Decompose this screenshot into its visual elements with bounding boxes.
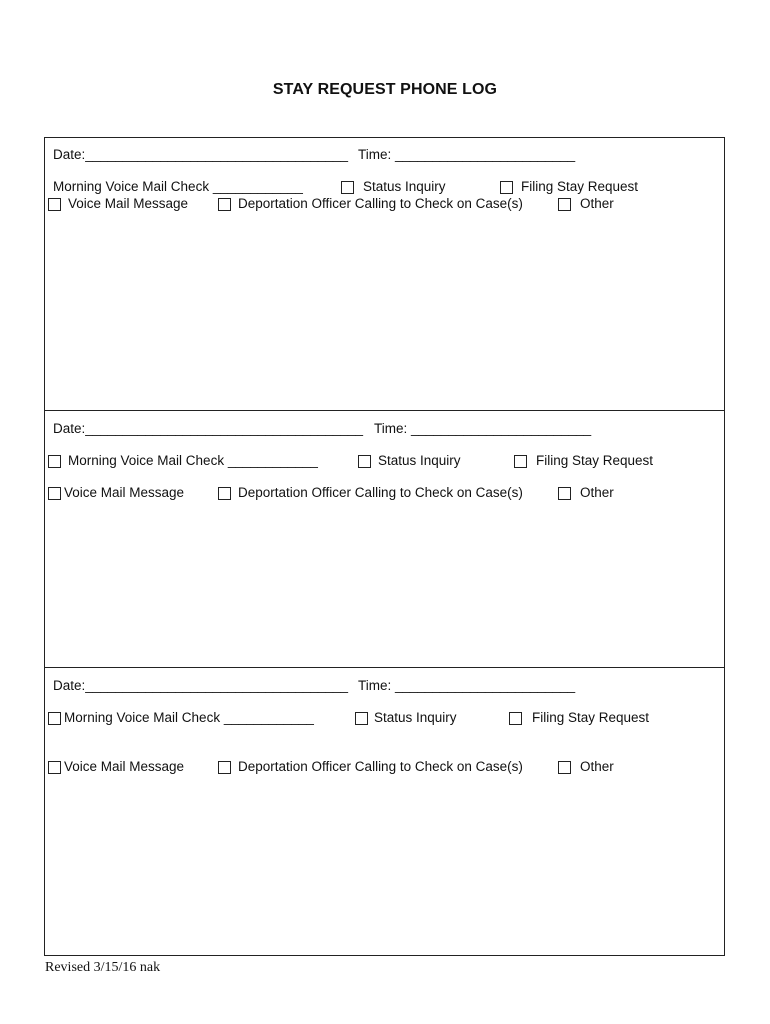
morning-voice-mail-check-label: Morning Voice Mail Check ____________ — [68, 453, 318, 468]
status-inquiry-checkbox[interactable] — [358, 455, 371, 468]
document-title: STAY REQUEST PHONE LOG — [272, 81, 498, 98]
voice-mail-message-label: Voice Mail Message — [68, 196, 189, 211]
section-divider — [45, 410, 724, 411]
time-field[interactable]: Time: ________________________ — [374, 421, 592, 436]
voice-mail-message-label: Voice Mail Message — [64, 485, 185, 500]
phone-log-frame — [44, 137, 725, 956]
filing-stay-request-checkbox[interactable] — [500, 181, 513, 194]
filing-stay-request-label: Filing Stay Request — [521, 179, 639, 194]
deportation-officer-label: Deportation Officer Calling to Check on Case(s) — [238, 485, 523, 500]
voice-mail-message-checkbox[interactable] — [48, 198, 61, 211]
filing-stay-request-checkbox[interactable] — [509, 712, 522, 725]
time-field[interactable]: Time: ________________________ — [358, 147, 576, 162]
other-checkbox[interactable] — [558, 487, 571, 500]
filing-stay-request-label: Filing Stay Request — [532, 710, 650, 725]
filing-stay-request-label: Filing Stay Request — [536, 453, 654, 468]
date-field[interactable]: Date:___________________________________ — [53, 147, 349, 162]
filing-stay-request-checkbox[interactable] — [514, 455, 527, 468]
deportation-officer-checkbox[interactable] — [218, 487, 231, 500]
voice-mail-message-checkbox[interactable] — [48, 487, 61, 500]
morning-voice-mail-check-label[interactable]: Morning Voice Mail Check ____________ — [53, 179, 303, 194]
section-divider — [45, 667, 724, 668]
voice-mail-message-label: Voice Mail Message — [64, 759, 185, 774]
deportation-officer-checkbox[interactable] — [218, 761, 231, 774]
deportation-officer-label: Deportation Officer Calling to Check on Case(s) — [238, 196, 523, 211]
status-inquiry-label: Status Inquiry — [374, 710, 457, 725]
date-field[interactable]: Date:_____________________________________ — [53, 421, 364, 436]
revision-note: Revised 3/15/16 nak — [45, 960, 161, 975]
deportation-officer-checkbox[interactable] — [218, 198, 231, 211]
status-inquiry-label: Status Inquiry — [378, 453, 461, 468]
morning-voice-mail-check-checkbox[interactable] — [48, 455, 61, 468]
status-inquiry-checkbox[interactable] — [341, 181, 354, 194]
voice-mail-message-checkbox[interactable] — [48, 761, 61, 774]
time-field[interactable]: Time: ________________________ — [358, 678, 576, 693]
other-label: Other — [580, 196, 614, 211]
morning-voice-mail-check-label: Morning Voice Mail Check ____________ — [64, 710, 314, 725]
status-inquiry-label: Status Inquiry — [363, 179, 446, 194]
deportation-officer-label: Deportation Officer Calling to Check on Case(s) — [238, 759, 523, 774]
other-checkbox[interactable] — [558, 198, 571, 211]
status-inquiry-checkbox[interactable] — [355, 712, 368, 725]
other-label: Other — [580, 485, 614, 500]
morning-voice-mail-check-checkbox[interactable] — [48, 712, 61, 725]
date-field[interactable]: Date:___________________________________ — [53, 678, 349, 693]
other-checkbox[interactable] — [558, 761, 571, 774]
other-label: Other — [580, 759, 614, 774]
